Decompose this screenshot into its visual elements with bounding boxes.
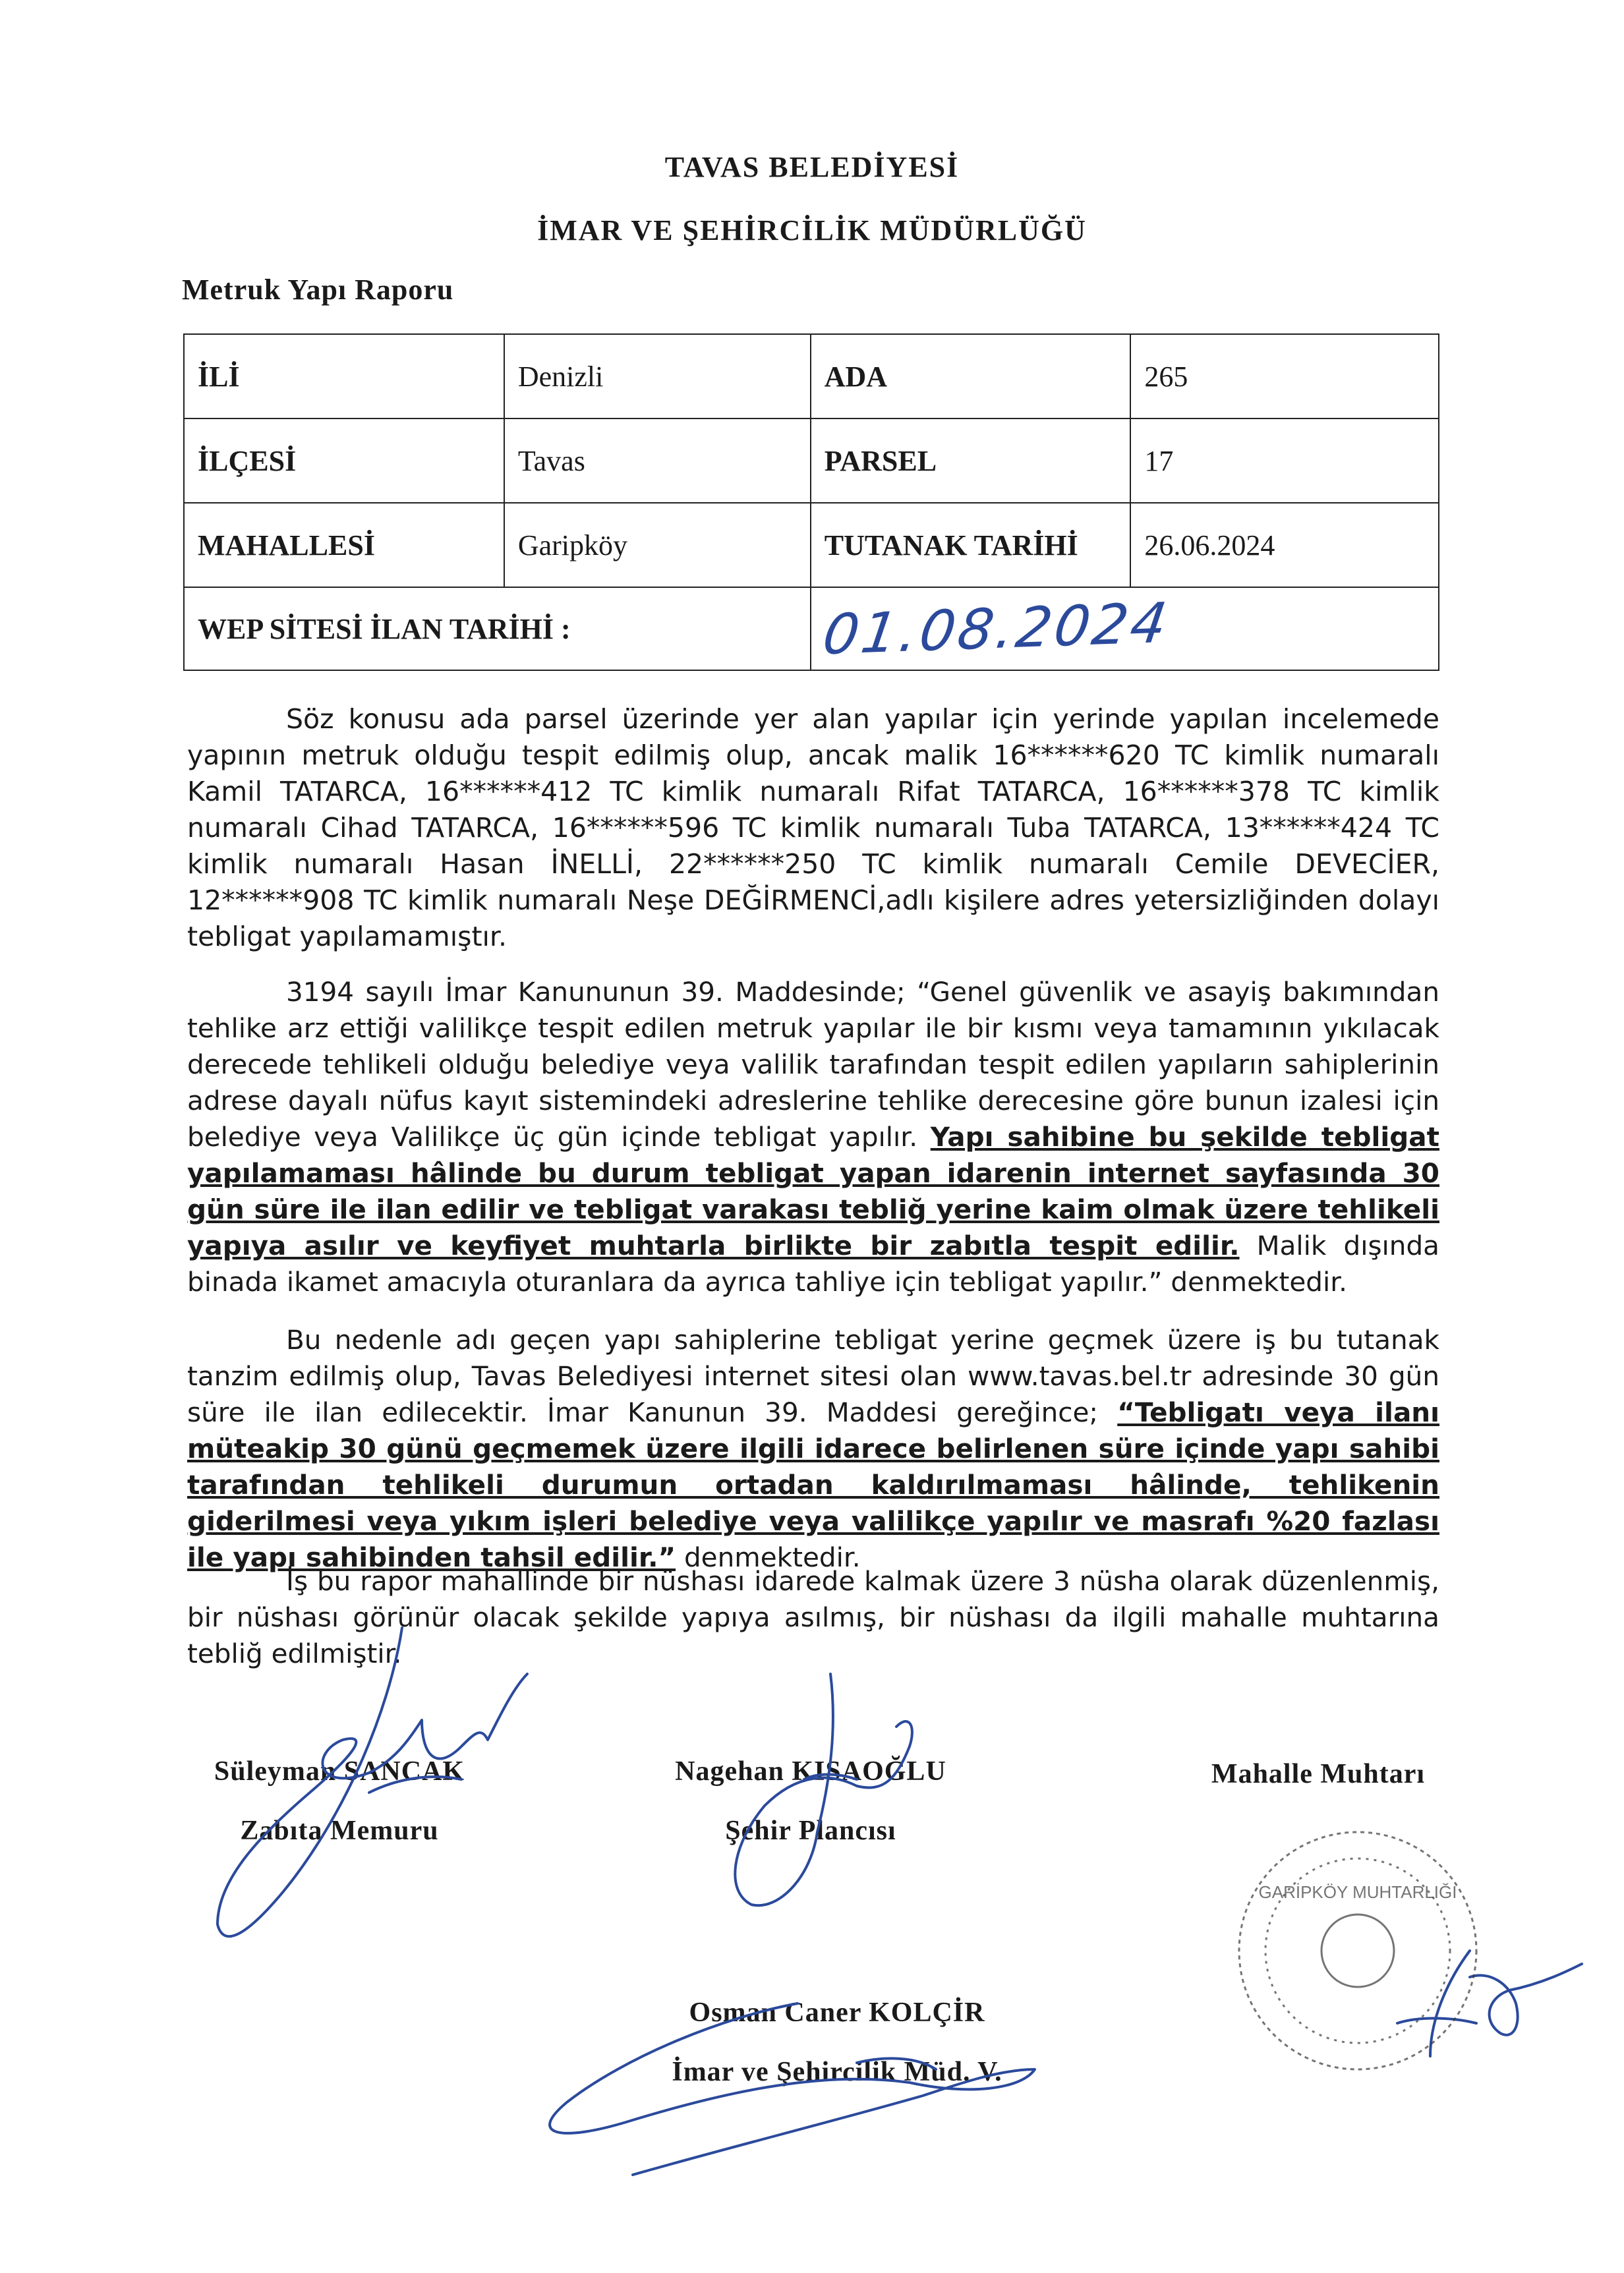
- handwritten-signature: [1430, 1951, 1582, 2056]
- table-row: [184, 503, 1439, 587]
- table-row: [184, 587, 1439, 670]
- signatory-role: İmar ve Şehircilik Müd. V.: [672, 2057, 1002, 2087]
- stamp-seal: [1239, 1832, 1476, 2069]
- label-web-ilan-tarihi: WEP SİTESİ İLAN TARİHİ :: [184, 587, 811, 670]
- paragraph-distribution: [187, 1563, 1439, 1672]
- value-il: Denizli: [504, 334, 811, 418]
- table-row: [184, 334, 1439, 418]
- label-mahalle: MAHALLESİ: [184, 503, 504, 587]
- label-ilce: İLÇESİ: [184, 418, 504, 503]
- value-mahalle: Garipköy: [504, 503, 811, 587]
- paragraph-text: Malik dışında binada ikamet amacıyla oturanlara da ayrıca tahliye için tebligat yapılır.” denmektedir.: [187, 1230, 1440, 1298]
- value-ada: 265: [1130, 334, 1439, 418]
- institution-name: TAVAS BELEDİYESİ: [664, 151, 960, 183]
- paragraph-text: Söz konusu ada parsel üzerinde yer alan yapılar için yerinde yapılan incelemede yapının metruk olduğu tespit edilmiş olup, ancak malik 16******620 TC kimlik numaralı Kamil TATARCA, 16******412 TC kimlik numaralı Rifat TATARCA, 16******378 TC kimlik numaralı Cihad TATARCA, 16******596 TC kimlik numaralı Tuba TATARCA, 13******424 TC kimlik numaralı Hasan İNELLİ, 22******250 TC kimlik numaralı Cemile DEVECİER, 12******908 TC kimlik numaralı Neşe DEĞİRMENCİ,adlı kişilere adres yetersizliğinden dolayı tebligat yapılamamıştır.: [187, 703, 1439, 952]
- signature-block-zabita: [185, 1756, 494, 1847]
- label-il: İLİ: [184, 334, 504, 418]
- signature-block-muhtar: [1186, 1758, 1450, 1790]
- department-name: İMAR VE ŞEHİRCİLİK MÜDÜRLÜĞÜ: [537, 214, 1087, 246]
- paragraph-text: 3194 sayılı İmar Kanununun 39. Maddesinde; “Genel güvenlik ve asayiş bakımından tehlike arz ettiği valilikçe tespit edilen metruk yapılar ile bir kısmı veya tamamının yıkılacak derecede tehlikeli olduğu belediye veya valilik tarafından tespit edilen yapıların sahiplerinin adrese dayalı nüfus kayıt sistemindeki adreslerine tehlike derecesine göre bunun izalesi için belediye veya Valilikçe üç gün içinde tebligat yapılır.: [187, 976, 1439, 1153]
- paragraph-text: İş bu rapor mahallinde bir nüshası idarede kalmak üzere 3 nüsha olarak düzenlenmiş, bir nüshası görünür olacak şekilde yapıya asılmış, bir nüshası da ilgili mahalle muhtarına tebliğ edilmiştir.: [187, 1565, 1439, 1669]
- paragraph-law-quote: [187, 974, 1439, 1300]
- parcel-info-table: [183, 333, 1439, 671]
- label-parsel: PARSEL: [811, 418, 1131, 503]
- value-tutanak-tarihi: 26.06.2024: [1130, 503, 1439, 587]
- paragraph-findings: [187, 701, 1439, 955]
- stamp-text: GARİPKÖY MUHTARLIĞI: [1258, 1882, 1457, 1902]
- value-parsel: 17: [1130, 418, 1439, 503]
- value-web-ilan-tarihi: [811, 587, 1439, 670]
- bold-underlined-text: “Tebligatı veya ilanı müteakip 30 günü geçmemek üzere ilgili idarece belirlenen süre içinde yapı sahibi tarafından tehlikeli durumun ortadan kaldırılmaması hâlinde, tehlikenin giderilmesi veya yıkım işleri belediye veya valilikçe yapılır ve masrafı %20 fazlası ile yapı sahibinden tahsil edilir.”: [187, 1396, 1439, 1573]
- handwritten-signature: [1397, 2019, 1476, 2024]
- report-title: Metruk Yapı Raporu: [182, 273, 454, 306]
- label-ada: ADA: [811, 334, 1131, 418]
- table-row: [184, 418, 1439, 503]
- signature-block-mudur: [606, 1997, 1068, 2088]
- signatory-name: Nagehan KISAOĞLU: [675, 1756, 946, 1787]
- paragraph-text: Bu nedenle adı geçen yapı sahiplerine tebligat yerine geçmek üzere iş bu tutanak tanzim edilmiş olup, Tavas Belediyesi internet sitesi olan www.tavas.bel.tr adresinde 30 gün süre ile ilan edilecektir. İmar Kanunun 39. Maddesi gereğince;: [187, 1324, 1439, 1428]
- signatory-role: Şehir Plancısı: [725, 1816, 896, 1846]
- paragraph-announcement: [187, 1322, 1439, 1576]
- signatory-name: Süleyman SANCAK: [214, 1756, 465, 1787]
- paragraph-text: denmektedir.: [683, 1541, 861, 1573]
- value-ilce: Tavas: [504, 418, 811, 503]
- signature-block-planci: [646, 1756, 975, 1847]
- handwritten-date: 01.08.2024: [819, 590, 1174, 668]
- signatory-role: Zabıta Memuru: [240, 1816, 439, 1846]
- signatory-name: Mahalle Muhtarı: [1211, 1759, 1426, 1789]
- bold-underlined-text: Yapı sahibine bu şekilde tebligat yapılamaması hâlinde bu durum tebligat yapan idarenin internet sayfasında 30 gün süre ile ilan edilir ve tebligat varakası tebliğ yerine kaim olmak üzere tehlikeli yapıya asılır ve keyfiyet muhtarla birlikte bir zabıtla tespit edilir.: [187, 1121, 1439, 1261]
- label-tutanak-tarihi: TUTANAK TARİHİ: [811, 503, 1131, 587]
- signatory-name: Osman Caner KOLÇİR: [689, 1998, 985, 2028]
